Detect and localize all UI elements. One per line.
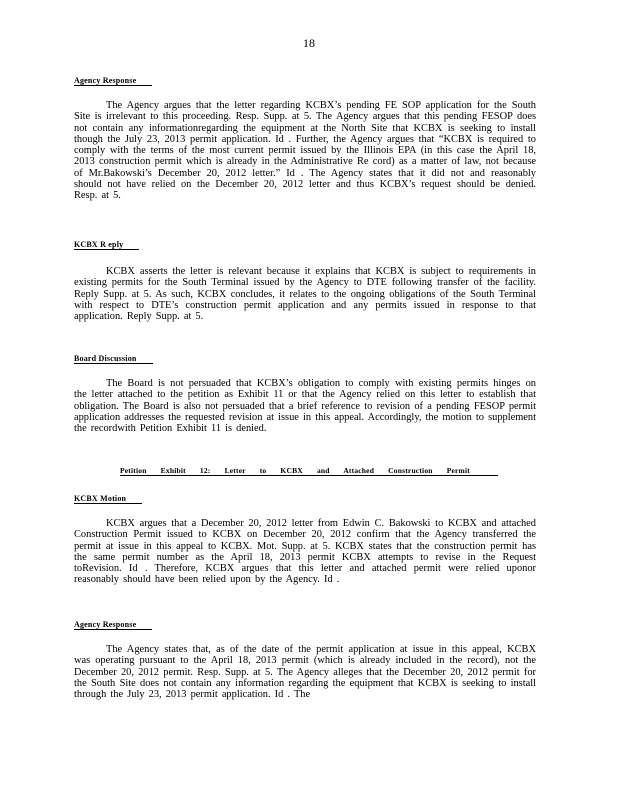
heading-text: Agency Response — [74, 620, 152, 630]
paragraph-board-discussion: The Board is not persuaded that KCBX’s obligation to comply with existing permits hinges on the letter attached to the petition as Exhibit 11 or that the Agency relied on this letter to establish that obligation. The Board is also not persuaded that a brief reference to revision of a pending FESOP permit application addresses the requested revision at issue in this appeal. Accordingly, the motion to supplement the recordwith Petition Exhibit 11 is denied. — [74, 378, 536, 435]
heading-kcbx-reply — [74, 240, 139, 250]
heading-text: Board Discussion — [74, 354, 153, 364]
heading-kcbx-motion — [74, 494, 142, 504]
heading-agency-response — [74, 76, 152, 86]
section-heading-exhibit-12: Petition Exhibit 12: Letter to KCBX and Attached Construction Permit — [120, 466, 498, 476]
heading-agency-response-2 — [74, 620, 152, 630]
page-number: 18 — [303, 36, 315, 50]
paragraph-kcbx-motion: KCBX argues that a December 20, 2012 letter from Edwin C. Bakowski to KCBX and attached Construction Permit issued to KCBX on December 20, 2012 confirm that the Agency transferred the permit at issue in this appeal to KCBX. Mot. Supp. at 5. KCBX states that the construction permit has the same permit number as the April 18, 2013 permit KCBX attempts to revise in the Request toRevision. Id . Therefore, KCBX argues that this letter and attached permit were relied uponor reasonably should have been relied upon by the Agency. Id . — [74, 518, 536, 586]
paragraph-agency-response-2: The Agency states that, as of the date of the permit application at issue in this appeal, KCBX was operating pursuant to the April 18, 2013 permit (which is already included in the record), not the December 20, 2012 permit. Resp. Supp. at 5. The Agency alleges that the December 20, 2012 permit for the South Site does not contain any information regarding the equipment that KCBX is seeking to install through the July 23, 2013 permit application. Id . The — [74, 644, 536, 701]
heading-text: KCBX R eply — [74, 240, 139, 250]
paragraph-kcbx-reply: KCBX asserts the letter is relevant because it explains that KCBX is subject to requirements in existing permits for the South Terminal issued by the Agency to DTE following transfer of the facility. Reply Supp. at 5. As such, KCBX concludes, it relates to the ongoing obligations of the South Terminal with respect to DTE’s construction permit application and any permits issued in response to that application. Reply Supp. at 5. — [74, 266, 536, 323]
paragraph-agency-response: The Agency argues that the letter regarding KCBX’s pending FE SOP application for the South Site is irrelevant to this proceeding. Resp. Supp. at 5. The Agency argues that this pending FESOP does not contain any informationregarding the equipment at the North Site that KCBX is seeking to install though the July 23, 2013 permit application. Id . Further, the Agency argues that “KCBX is required to comply with the terms of the most current permit issued by the Illinois EPA (in this case the April 18, 2013 construction permit which is already in the Administrative Re cord) as a matter of law, not because of Mr.Bakowski’s December 20, 2012 letter.” Id . The Agency states that it did not and reasonably should not have relied on the December 20, 2012 letter and thus KCBX’s request should be denied. Resp. at 5. — [74, 100, 536, 202]
heading-board-discussion — [74, 354, 153, 364]
heading-text: Agency Response — [74, 76, 152, 86]
heading-text: KCBX Motion — [74, 494, 142, 504]
